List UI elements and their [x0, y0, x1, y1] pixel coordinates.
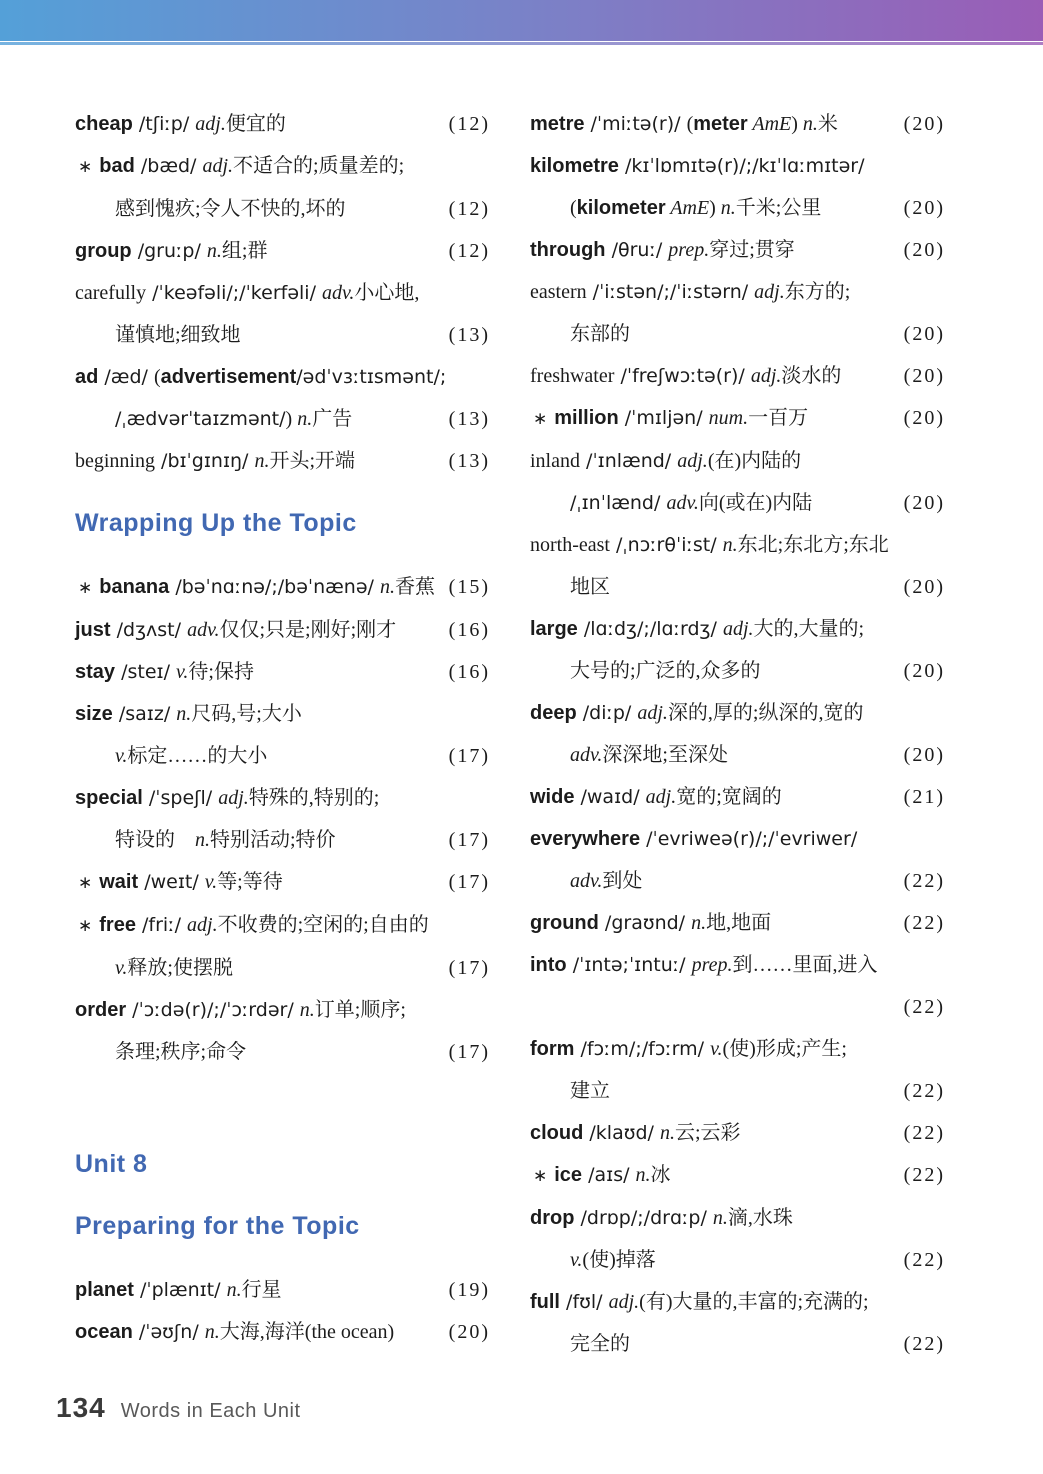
entry-text: 大号的;广泛的,众多的 — [570, 660, 761, 682]
entry-text: 东部的 — [570, 323, 630, 345]
vocab-entry-line — [530, 271, 945, 313]
page-number-ref: (20) — [448, 1321, 490, 1343]
page-footer — [56, 1392, 301, 1424]
vocab-entry-line — [75, 861, 490, 904]
entry-text: just /dʒʌst/ adv.仅仅;只是;刚好;刚才 — [75, 619, 397, 641]
entry-text: cheap /tʃiːp/ adj.便宜的 — [75, 113, 286, 135]
entry-text: through /θruː/ prep.穿过;贯穿 — [530, 239, 795, 261]
page-number-ref: (13) — [448, 408, 490, 430]
vocab-entry-line — [75, 735, 490, 777]
vocabulary-content — [0, 45, 1043, 1365]
vocab-entry — [530, 1281, 945, 1365]
vocab-entry — [75, 440, 490, 482]
entry-text: v.(使)掉落 — [570, 1249, 656, 1271]
vocab-entry — [75, 693, 490, 777]
entry-text: /ˌædvərˈtaɪzmənt/) n.广告 — [115, 408, 353, 430]
page-number-ref: (20) — [903, 407, 945, 429]
vocab-entry-line — [530, 103, 945, 145]
vocab-entry — [75, 272, 490, 356]
page-number-ref: (13) — [448, 324, 490, 346]
vocab-entry-line — [75, 440, 490, 482]
page-number-ref: (20) — [903, 576, 945, 598]
vocab-entry-line — [530, 1197, 945, 1239]
vocab-entry-line — [530, 566, 945, 608]
unit-heading: Unit 8 — [75, 1150, 148, 1178]
vocab-entry — [75, 566, 490, 609]
vocab-entry — [530, 103, 945, 145]
star-marker: ∗ — [533, 409, 548, 429]
page-number-ref: (20) — [903, 492, 945, 514]
vocab-entry-line — [530, 1323, 945, 1365]
vocab-entry — [530, 145, 945, 229]
vocab-entry-line — [75, 609, 490, 651]
footer-page-number: 134 — [56, 1392, 106, 1423]
vocab-entry — [530, 902, 945, 944]
section-heading: Preparing for the Topic — [75, 1212, 360, 1240]
page-number-ref: (19) — [448, 1279, 490, 1301]
page-number-ref: (20) — [903, 744, 945, 766]
entry-text: 感到愧疚;令人不快的,坏的 — [115, 198, 346, 220]
entry-text: 条理;秩序;命令 — [115, 1041, 247, 1063]
vocab-entry-line — [75, 1269, 490, 1311]
star-marker: ∗ — [78, 916, 93, 936]
entry-text: size /saɪz/ n.尺码,号;大小 — [75, 703, 302, 725]
vocab-entry — [75, 230, 490, 272]
star-marker: ∗ — [78, 873, 93, 893]
vocab-entry — [530, 524, 945, 608]
page-number-ref: (22) — [903, 1080, 945, 1102]
vocab-entry-line — [75, 398, 490, 440]
header-gradient-stripe — [0, 42, 1043, 45]
vocab-entry-line — [530, 1154, 945, 1197]
entry-text: deep /diːp/ adj.深的,厚的;纵深的,宽的 — [530, 702, 864, 724]
vocab-entry — [75, 989, 490, 1073]
vocab-entry-line — [75, 145, 490, 188]
entry-text: eastern /ˈiːstən/;/ˈiːstərn/ adj.东方的; — [530, 281, 851, 303]
page-number-ref: (12) — [448, 198, 490, 220]
page-number-ref: (20) — [903, 197, 945, 219]
entry-text: 完全的 — [570, 1333, 630, 1355]
entry-text: special /ˈspeʃl/ adj.特殊的,特别的; — [75, 787, 380, 809]
page-number-ref: (22) — [903, 1164, 945, 1186]
vocab-entry-line — [530, 482, 945, 524]
entry-text: /ˌɪnˈlænd/ adv.向(或在)内陆 — [570, 492, 813, 514]
vocab-entry-line — [75, 693, 490, 735]
vocab-entry-line — [75, 566, 490, 609]
vocab-entry-line — [530, 650, 945, 692]
page-number-ref: (13) — [448, 450, 490, 472]
entry-text: form /fɔːm/;/fɔːrm/ v.(使)形成;产生; — [530, 1038, 847, 1060]
vocab-entry — [75, 103, 490, 145]
vocab-entry — [530, 818, 945, 902]
vocab-entry — [530, 355, 945, 397]
page-number-ref: (16) — [448, 619, 490, 641]
entry-text: everywhere /ˈevriweə(r)/;/ˈevriwer/ — [530, 828, 858, 850]
entry-text: group /gruːp/ n.组;群 — [75, 240, 268, 262]
page-number-ref: (12) — [448, 240, 490, 262]
vocab-entry-line — [75, 1031, 490, 1073]
entry-text: ∗ wait /weɪt/ v.等;等待 — [75, 861, 283, 904]
vocab-entry-line — [530, 187, 945, 229]
entry-text: 特设的 n.特别活动;特价 — [115, 829, 336, 851]
vocab-entry — [530, 944, 945, 1028]
vocab-entry-line — [530, 313, 945, 355]
vocab-entry-line — [75, 947, 490, 989]
entry-text: metre /ˈmiːtə(r)/ (meter AmE) n.米 — [530, 113, 838, 135]
entry-text: ∗ free /friː/ adj.不收费的;空闲的;自由的 — [75, 904, 429, 947]
page-number-ref: (20) — [903, 239, 945, 261]
vocab-column-right — [530, 103, 945, 1365]
vocab-entry — [530, 1028, 945, 1112]
page-number-ref: (22) — [903, 1249, 945, 1271]
entry-text: (kilometer AmE) n.千米;公里 — [570, 197, 822, 219]
page-number-ref: (20) — [903, 660, 945, 682]
entry-text: ad /æd/ (advertisement/ədˈvɜːtɪsmənt/; — [75, 366, 447, 388]
entry-text: freshwater /ˈfreʃwɔːtə(r)/ adj.淡水的 — [530, 365, 842, 387]
vocab-entry — [75, 651, 490, 693]
star-marker: ∗ — [78, 578, 93, 598]
vocab-entry-line — [75, 188, 490, 230]
vocab-entry-line — [75, 904, 490, 947]
entry-text: north-east /ˌnɔːrθˈiːst/ n.东北;东北方;东北 — [530, 534, 889, 556]
vocab-entry — [530, 271, 945, 355]
vocab-entry-line — [530, 986, 945, 1028]
footer-section-label: Words in Each Unit — [120, 1400, 301, 1422]
entry-text: ocean /ˈəʊʃn/ n.大海,海洋(the ocean) — [75, 1321, 395, 1343]
vocab-entry-line — [530, 776, 945, 818]
entry-text: kilometre /kɪˈlɒmɪtə(r)/;/kɪˈlɑːmɪtər/ — [530, 155, 865, 177]
vocab-entry-line — [75, 777, 490, 819]
vocab-entry-line — [530, 440, 945, 482]
entry-text: drop /drɒp/;/drɑːp/ n.滴,水珠 — [530, 1207, 793, 1229]
vocab-entry — [530, 608, 945, 692]
entry-text: adv.深深地;至深处 — [570, 744, 728, 766]
vocab-entry — [75, 777, 490, 861]
entry-text: ∗ bad /bæd/ adj.不适合的;质量差的; — [75, 145, 404, 188]
page-number-ref: (21) — [903, 786, 945, 808]
vocab-entry-line — [530, 1028, 945, 1070]
star-marker: ∗ — [533, 1166, 548, 1186]
page-number-ref: (15) — [448, 576, 490, 598]
vocab-entry-line — [75, 356, 490, 398]
page-number-ref: (22) — [903, 912, 945, 934]
page-number-ref: (22) — [903, 996, 945, 1018]
entry-text: ∗ banana /bəˈnɑːnə/;/bəˈnænə/ n.香蕉 — [75, 566, 435, 609]
entry-text: beginning /bɪˈgɪnɪŋ/ n.开头;开端 — [75, 450, 356, 472]
vocab-entry-line — [530, 1281, 945, 1323]
entry-text: wide /waɪd/ adj.宽的;宽阔的 — [530, 786, 782, 808]
entry-text: ∗ million /ˈmɪljən/ num.一百万 — [530, 397, 808, 440]
entry-text: planet /ˈplænɪt/ n.行星 — [75, 1279, 282, 1301]
vocab-entry — [530, 229, 945, 271]
vocab-entry — [75, 904, 490, 989]
vocab-entry — [530, 440, 945, 524]
vocab-entry — [530, 1154, 945, 1197]
vocab-entry-line — [530, 608, 945, 650]
entry-text: stay /steɪ/ v.待;保持 — [75, 661, 254, 683]
vocab-entry-line — [530, 229, 945, 271]
vocab-entry — [75, 861, 490, 904]
page-number-ref: (22) — [903, 1333, 945, 1355]
entry-text: ground /graʊnd/ n.地,地面 — [530, 912, 772, 934]
entry-text: carefully /ˈkeəfəli/;/ˈkerfəli/ adv.小心地, — [75, 282, 420, 304]
vocab-entry — [530, 1112, 945, 1154]
vocab-entry-line — [530, 692, 945, 734]
vocab-entry-line — [75, 272, 490, 314]
vocab-entry — [530, 776, 945, 818]
vocab-entry — [75, 1269, 490, 1311]
vocab-entry-line — [530, 944, 945, 986]
page-number-ref: (22) — [903, 1122, 945, 1144]
vocab-entry-line — [75, 819, 490, 861]
header-gradient-bar — [0, 0, 1043, 41]
vocab-entry-line — [75, 989, 490, 1031]
vocab-entry-line — [530, 145, 945, 187]
page-number-ref: (17) — [448, 829, 490, 851]
vocab-entry-line — [75, 103, 490, 145]
vocab-entry — [75, 609, 490, 651]
entry-text: v.释放;使摆脱 — [115, 957, 233, 979]
entry-text: full /fʊl/ adj.(有)大量的,丰富的;充满的; — [530, 1291, 869, 1313]
vocab-entry — [530, 1197, 945, 1281]
entry-text: into /ˈɪntə;ˈɪntuː/ prep.到……里面,进入 — [530, 954, 878, 976]
page-number-ref: (20) — [903, 365, 945, 387]
vocab-entry-line — [530, 1070, 945, 1112]
vocab-entry-line — [530, 818, 945, 860]
page-number-ref: (17) — [448, 871, 490, 893]
page-number-ref: (17) — [448, 957, 490, 979]
entry-text: ∗ ice /aɪs/ n.冰 — [530, 1154, 671, 1197]
vocab-entry-line — [530, 734, 945, 776]
vocab-entry-line — [530, 397, 945, 440]
vocab-entry-line — [530, 860, 945, 902]
vocab-entry-line — [530, 524, 945, 566]
vocab-entry-line — [530, 1112, 945, 1154]
vocab-entry-line — [530, 355, 945, 397]
vocab-entry — [75, 1311, 490, 1353]
page-number-ref: (16) — [448, 661, 490, 683]
vocab-entry-line — [530, 902, 945, 944]
entry-text: 谨慎地;细致地 — [115, 324, 241, 346]
section-heading: Wrapping Up the Topic — [75, 509, 357, 537]
vocab-entry-line — [75, 1311, 490, 1353]
entry-text: 建立 — [570, 1080, 610, 1102]
page-number-ref: (12) — [448, 113, 490, 135]
vocab-entry-line — [75, 314, 490, 356]
page-number-ref: (20) — [903, 323, 945, 345]
entry-text: large /lɑːdʒ/;/lɑːrdʒ/ adj.大的,大量的; — [530, 618, 865, 640]
page-number-ref: (17) — [448, 1041, 490, 1063]
entry-text: inland /ˈɪnlænd/ adj.(在)内陆的 — [530, 450, 802, 472]
star-marker: ∗ — [78, 157, 93, 177]
entry-text: 地区 — [570, 576, 610, 598]
vocab-entry — [530, 397, 945, 440]
entry-text: cloud /klaʊd/ n.云;云彩 — [530, 1122, 741, 1144]
vocab-entry — [75, 145, 490, 230]
vocab-column-left — [75, 103, 490, 1365]
entry-text: adv.到处 — [570, 870, 643, 892]
page-number-ref: (20) — [903, 113, 945, 135]
vocab-entry — [75, 356, 490, 440]
entry-text: order /ˈɔːdə(r)/;/ˈɔːrdər/ n.订单;顺序; — [75, 999, 406, 1021]
page-number-ref: (17) — [448, 745, 490, 767]
vocab-entry — [530, 692, 945, 776]
vocab-entry-line — [75, 651, 490, 693]
vocab-entry-line — [75, 230, 490, 272]
entry-text: v.标定……的大小 — [115, 745, 268, 767]
vocab-entry-line — [530, 1239, 945, 1281]
page-number-ref: (22) — [903, 870, 945, 892]
